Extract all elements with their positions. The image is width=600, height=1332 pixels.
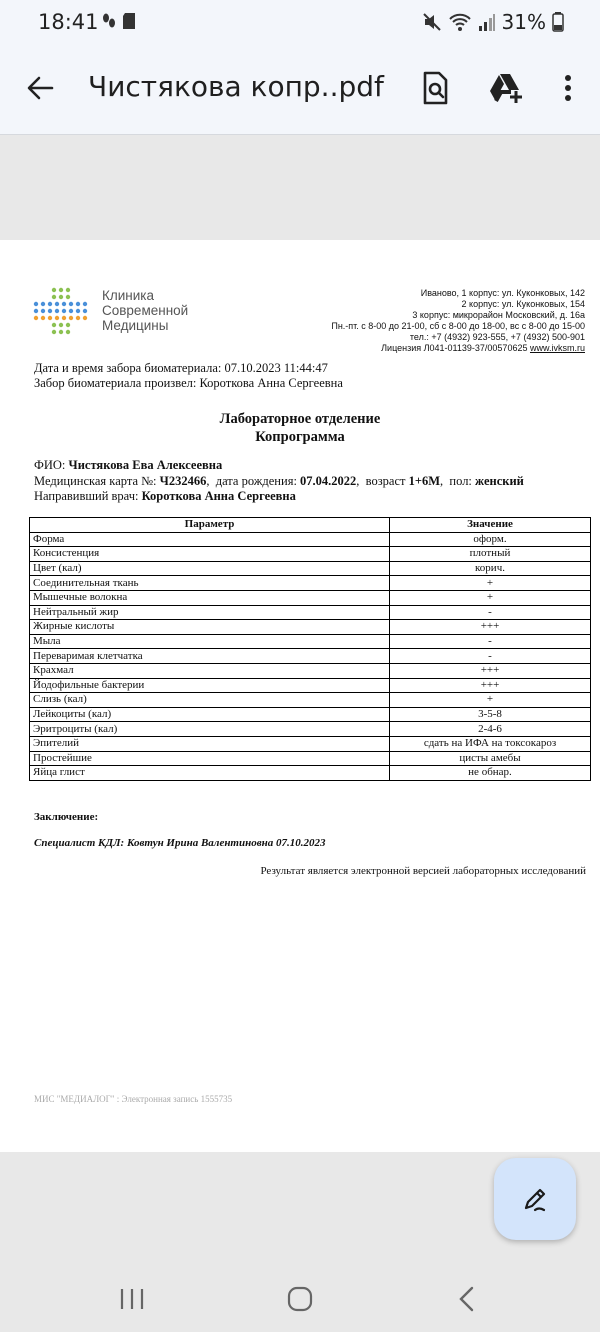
back-arrow-icon[interactable] — [24, 72, 56, 104]
parameter-cell: Соединительная ткань — [30, 576, 390, 591]
department: Лабораторное отделение — [219, 411, 381, 427]
value-cell: + — [390, 590, 591, 605]
conclusion-label: Заключение: — [34, 811, 99, 823]
table-row — [30, 590, 591, 605]
parameter-cell: Мыла — [30, 634, 390, 649]
result-note: Результат является электронной версией лабораторных исследований — [260, 865, 586, 877]
pdf-page — [0, 240, 600, 1152]
age: 1+6М — [408, 473, 441, 488]
value-cell: цисты амебы — [390, 751, 591, 766]
table-row — [30, 766, 591, 781]
recents-icon[interactable] — [112, 1284, 152, 1314]
value-cell: + — [390, 693, 591, 708]
signal-icon — [478, 12, 496, 32]
back-icon[interactable] — [448, 1284, 488, 1314]
parameter-cell: Эритроциты (кал) — [30, 722, 390, 737]
value-cell: +++ — [390, 678, 591, 693]
value-cell: сдать на ИФА на токсокароз — [390, 736, 591, 751]
table-row — [30, 634, 591, 649]
home-icon[interactable] — [280, 1284, 320, 1314]
battery-percent: 31% — [501, 10, 546, 34]
edit-fab-button[interactable] — [494, 1158, 576, 1240]
status-time: 18:41 — [38, 10, 99, 34]
license: Лицензия Л041-01139-37/00570625 — [381, 343, 528, 353]
table-row — [30, 722, 591, 737]
parameter-cell: Форма — [30, 532, 390, 547]
system-nav-bar — [0, 1262, 600, 1332]
parameter-cell: Лейкоциты (кал) — [30, 707, 390, 722]
parameter-cell: Яйца глист — [30, 766, 390, 781]
value-cell: плотный — [390, 547, 591, 562]
table-row — [30, 736, 591, 751]
value-cell: - — [390, 634, 591, 649]
birth-date: 07.04.2022 — [300, 473, 357, 488]
clinic-logo — [32, 286, 92, 336]
value-cell: не обнар. — [390, 766, 591, 781]
value-cell: 2-4-6 — [390, 722, 591, 737]
table-header-row — [30, 518, 591, 533]
clinic-name: Клиника Современной Медицины — [102, 288, 189, 333]
table-row — [30, 576, 591, 591]
website-link[interactable]: www.ivksm.ru — [529, 343, 585, 353]
footsteps-icon — [102, 12, 116, 30]
report-heading — [0, 410, 600, 446]
value-cell: корич. — [390, 561, 591, 576]
specialist-signature: Специалист КДЛ: Ковтун Ирина Валентиновна 07.10.2023 — [34, 837, 326, 849]
patient-name: Чистякова Ева Алексеевна — [68, 458, 223, 472]
status-right — [422, 10, 564, 34]
parameter-cell: Нейтральный жир — [30, 605, 390, 620]
status-left-icons — [102, 12, 136, 30]
patient-info: ФИО: Чистякова Ева Алексеевна Медицинская карта №: Ч232466, дата рождения: 07.04.2022, возраст 1+6М, пол: женский Направивший врач: Короткова Анна Сергеевна — [34, 458, 524, 503]
sample-info: Дата и время забора биоматериала: 07.10.2023 11:44:47 Забор биоматериала произвел: Короткова Анна Сергеевна — [34, 361, 343, 390]
table-row — [30, 663, 591, 678]
sex: женский — [475, 473, 524, 488]
parameter-cell: Жирные кислоты — [30, 620, 390, 635]
value-cell: + — [390, 576, 591, 591]
table-row — [30, 620, 591, 635]
table-row — [30, 547, 591, 562]
header-parameter: Параметр — [30, 518, 390, 533]
table-row — [30, 649, 591, 664]
value-cell: - — [390, 649, 591, 664]
value-cell: - — [390, 605, 591, 620]
parameter-cell: Переваримая клетчатка — [30, 649, 390, 664]
table-row — [30, 693, 591, 708]
edit-pen-icon — [521, 1185, 549, 1213]
table-row — [30, 532, 591, 547]
value-cell: оформ. — [390, 532, 591, 547]
parameter-cell: Слизь (кал) — [30, 693, 390, 708]
file-title: Чистякова копр..pdf — [88, 70, 384, 103]
header-value: Значение — [390, 518, 591, 533]
parameter-cell: Эпителий — [30, 736, 390, 751]
parameter-cell: Мышечные волокна — [30, 590, 390, 605]
value-cell: +++ — [390, 663, 591, 678]
parameter-cell: Йодофильные бактерии — [30, 678, 390, 693]
results-table — [29, 517, 591, 781]
status-bar — [0, 0, 600, 44]
test-name: Копрограмма — [255, 429, 345, 445]
more-vertical-icon[interactable] — [550, 70, 586, 106]
parameter-cell: Цвет (кал) — [30, 561, 390, 576]
table-row — [30, 561, 591, 576]
sd-card-icon — [122, 12, 136, 30]
table-row — [30, 751, 591, 766]
card-number: Ч232466 — [159, 473, 207, 488]
battery-icon — [552, 12, 564, 32]
table-row — [30, 605, 591, 620]
app-bar — [0, 44, 600, 135]
parameter-cell: Простейшие — [30, 751, 390, 766]
referring-doctor: Короткова Анна Сергеевна — [141, 489, 296, 503]
table-row — [30, 678, 591, 693]
drive-add-icon[interactable] — [488, 70, 524, 106]
results-body — [30, 532, 591, 780]
value-cell: +++ — [390, 620, 591, 635]
clinic-address: Иваново, 1 корпус: ул. Куконковых, 142 2 корпус: ул. Куконковых, 154 3 корпус: микрорайон Московский, д. 16а Пн.-пт. с 8-00 до 21-00, сб с 8-00 до 18-00, вс с 8-00 до 15-00 тел.: +7 (4932) 923-555, +7 (4932) 500-901 Лицензия Л041-01139-37/00570625 www.ivksm.ru — [331, 288, 585, 353]
value-cell: 3-5-8 — [390, 707, 591, 722]
wifi-icon — [448, 12, 472, 32]
table-row — [30, 707, 591, 722]
parameter-cell: Консистенция — [30, 547, 390, 562]
footer-note: МИС "МЕДИАЛОГ" : Электронная запись 1555735 — [34, 1094, 233, 1104]
document-search-icon[interactable] — [417, 70, 453, 106]
parameter-cell: Крахмал — [30, 663, 390, 678]
mute-icon — [422, 12, 442, 32]
